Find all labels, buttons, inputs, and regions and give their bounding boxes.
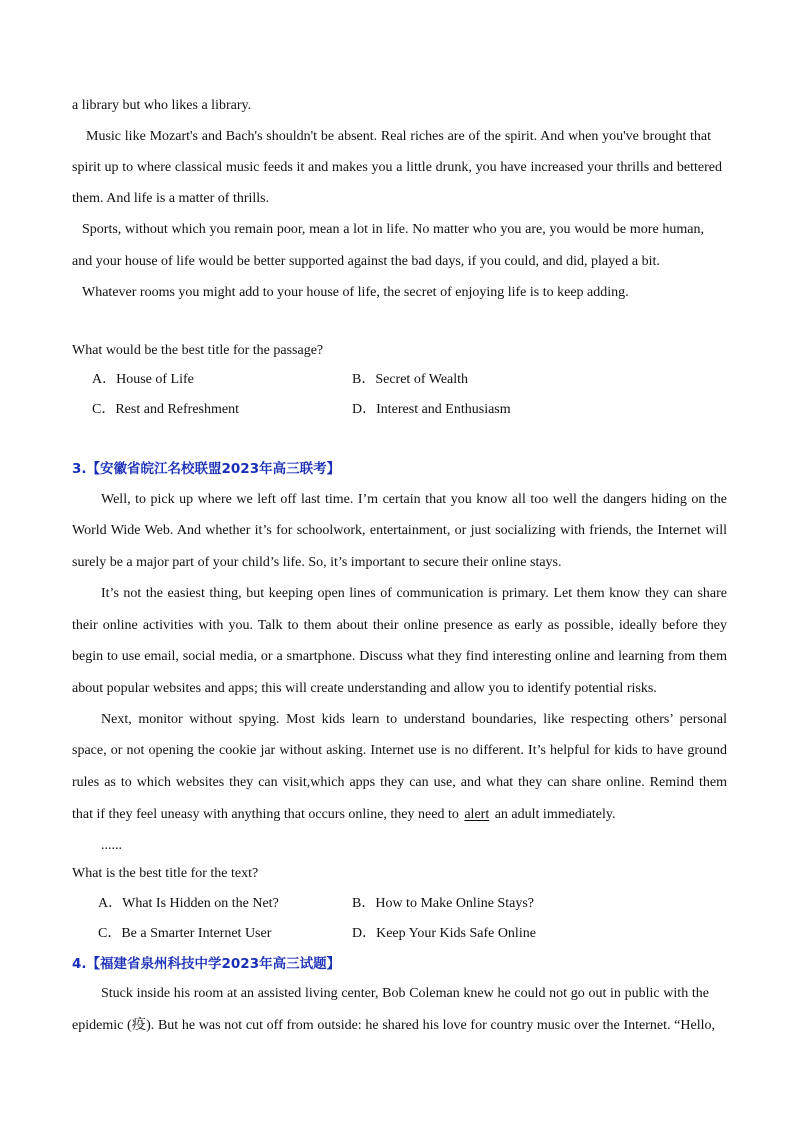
option-c[interactable]: C．Rest and Refreshment: [92, 402, 239, 417]
passage-line: Music like Mozart's and Bach's shouldn't be absent. Real riches are of the spirit. And when you've brought that: [86, 129, 711, 144]
passage-line: epidemic (疫). But he was not cut off from outside: he shared his love for country music over the Internet. “Hello,: [72, 1018, 715, 1033]
question-text: What is the best title for the text?: [72, 866, 259, 881]
option-a[interactable]: A．House of Life: [92, 372, 194, 387]
passage-line: a library but who likes a library.: [72, 98, 252, 113]
passage-line: their online activities with you. Talk to them about their online presence as early as possible, ideally before they: [72, 618, 727, 633]
section-heading: 4.【福建省泉州科技中学2023年高三试题】: [72, 956, 341, 972]
passage-line: It’s not the easiest thing, but keeping open lines of communication is primary. Let them know they can share: [101, 586, 727, 601]
option-a[interactable]: A．What Is Hidden on the Net?: [98, 896, 279, 911]
option-d[interactable]: D．Interest and Enthusiasm: [352, 402, 511, 417]
passage-line: Well, to pick up where we left off last time. I’m certain that you know all too well the dangers hiding on the: [101, 492, 727, 507]
question-text: What would be the best title for the passage?: [72, 343, 324, 358]
ellipsis: ......: [101, 838, 122, 853]
passage-line: surely be a major part of your child’s life. So, it’s important to secure their online stays.: [72, 555, 562, 570]
passage-line: rules as to which websites they can visit,which apps they can use, and what they can share online. Remind them: [72, 775, 727, 790]
passage-line: [72, 806, 732, 824]
passage-line: space, or not opening the cookie jar without asking. Internet use is no different. It’s helpful for kids to have ground: [72, 743, 727, 758]
option-c[interactable]: C．Be a Smarter Internet User: [98, 926, 272, 941]
passage-line: Whatever rooms you might add to your house of life, the secret of enjoying life is to keep adding.: [82, 285, 629, 300]
option-d[interactable]: D．Keep Your Kids Safe Online: [352, 926, 536, 941]
passage-line: Stuck inside his room at an assisted living center, Bob Coleman knew he could not go out in public with the: [101, 986, 709, 1001]
passage-text: an adult immediately.: [494, 807, 616, 822]
passage-line: them. And life is a matter of thrills.: [72, 191, 270, 206]
underlined-word: alert: [464, 807, 490, 822]
option-b[interactable]: B．How to Make Online Stays?: [352, 896, 534, 911]
passage-line: begin to use email, social media, or a smartphone. Discuss what they find interesting online and learning from them: [72, 649, 727, 664]
passage-line: Next, monitor without spying. Most kids learn to understand boundaries, like respecting others’ personal: [101, 712, 727, 727]
section-heading: 3.【安徽省皖江名校联盟2023年高三联考】: [72, 461, 341, 477]
option-b[interactable]: B．Secret of Wealth: [352, 372, 469, 387]
passage-line: Sports, without which you remain poor, mean a lot in life. No matter who you are, you would be more human,: [82, 222, 704, 237]
passage-line: and your house of life would be better supported against the bad days, if you could, and did, played a bit.: [72, 254, 660, 269]
passage-line: about popular websites and apps; this will create understanding and allow you to identify potential risks.: [72, 681, 657, 696]
passage-line: spirit up to where classical music feeds it and makes you a little drunk, you have increased your thrills and bettered: [72, 160, 722, 175]
passage-line: World Wide Web. And whether it’s for schoolwork, entertainment, or just socializing with friends, the Internet will: [72, 523, 727, 538]
passage-text: that if they feel uneasy with anything that occurs online, they need to: [72, 807, 459, 822]
